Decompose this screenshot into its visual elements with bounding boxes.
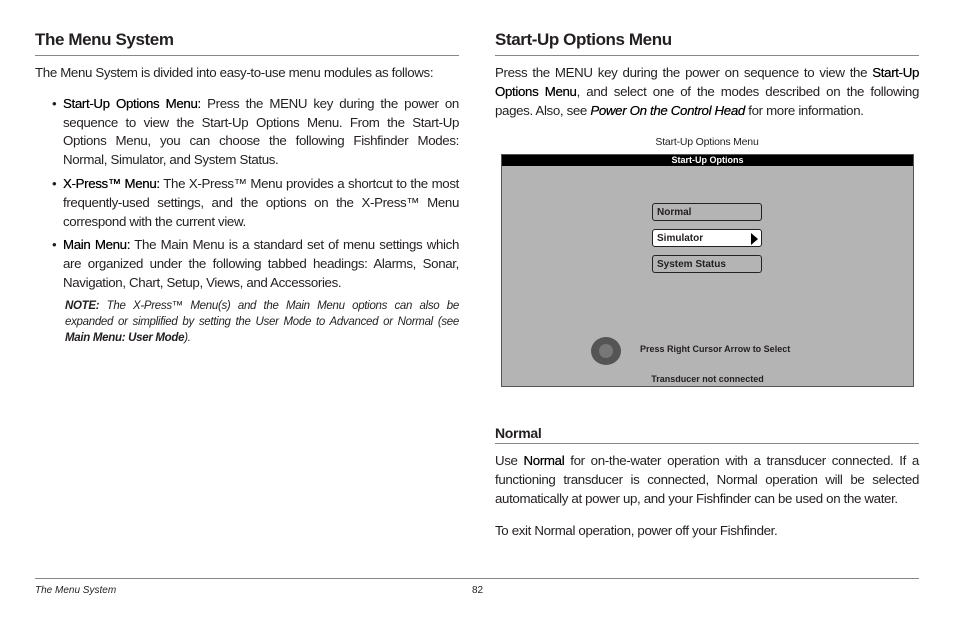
intro-text: The Menu System is divided into easy-to-use menu modules as follows: (35, 65, 434, 80)
text: , and select one of the modes described on the following pages. Also, see (495, 83, 919, 118)
right-arrow-icon (751, 233, 758, 245)
option-normal[interactable] (652, 203, 762, 221)
text: Press the MENU key during the power on sequence to view the (495, 65, 873, 80)
text: for on-the-water operation with a transducer connected. If a functioning transducer is connected, Normal operation will be selected automatically at power up, and your Fishfinder can be used on the water. (495, 453, 919, 506)
footer-divider (35, 578, 919, 579)
term: Main Menu: (63, 237, 131, 253)
description: The Main Menu is a standard set of menu settings which are organized under the following tabbed headings: Alarms, Sonar, Navigation, Chart, Setup, Views, and Accessories. (63, 237, 459, 290)
description: Press the MENU key during the power on sequence to view the Start-Up Options Menu. From the Start-Up Options Menu, you can choose the following Fishfinder Modes: Normal, Simulator, and System Status. (63, 95, 459, 168)
note-text: The X-Press™ Menu(s) and the Main Menu options can also be expanded or simplified by setting the User Mode to Advanced or Normal (see (65, 299, 459, 328)
figure-caption: Start-Up Options Menu (655, 136, 759, 149)
hint-text: Press Right Cursor Arrow to Select (640, 344, 791, 355)
text: for more information. (744, 102, 864, 118)
note-reference-link[interactable]: Main Menu: User Mode (65, 331, 185, 344)
startup-options-screenshot (501, 154, 914, 387)
option-label: System Status (657, 259, 726, 271)
right-column (495, 30, 919, 541)
list-item (63, 95, 459, 170)
list-item (63, 175, 459, 231)
normal-paragraph (495, 452, 919, 508)
note-label: NOTE: (65, 299, 100, 312)
description: The X-Press™ Menu provides a shortcut to the most frequently-used settings, and the options on the X-Press™ Menu correspond with the current view. (63, 175, 459, 229)
subsection-heading: Normal (495, 425, 919, 444)
left-column (35, 30, 459, 346)
page-number: 82 (472, 585, 484, 596)
term: Normal (523, 453, 565, 469)
footer-section-title: The Menu System (35, 585, 117, 596)
option-simulator[interactable] (652, 229, 762, 247)
list-item (63, 236, 459, 292)
text: Use (495, 453, 524, 469)
section-heading: The Menu System (35, 30, 459, 56)
cursor-pad-icon (591, 337, 621, 365)
startup-paragraph (495, 64, 919, 120)
screen-title: Start-Up Options (502, 155, 913, 166)
option-label: Simulator (657, 233, 704, 245)
status-text: Transducer not connected (651, 374, 764, 385)
note (65, 298, 459, 346)
option-label: Normal (657, 207, 692, 219)
term: X-Press™ Menu: (63, 175, 160, 191)
exit-paragraph: To exit Normal operation, power off your Fishfinder. (495, 522, 778, 538)
option-system-status[interactable] (652, 255, 762, 273)
reference-link[interactable]: Power On the Control Head (590, 102, 745, 118)
menu-modules-list (35, 95, 459, 293)
note-end: ). (184, 331, 191, 344)
section-heading: Start-Up Options Menu (495, 30, 919, 56)
term: Start-Up Options Menu (495, 65, 919, 99)
term: Start-Up Options Menu: (63, 95, 201, 111)
normal-section (495, 425, 919, 540)
